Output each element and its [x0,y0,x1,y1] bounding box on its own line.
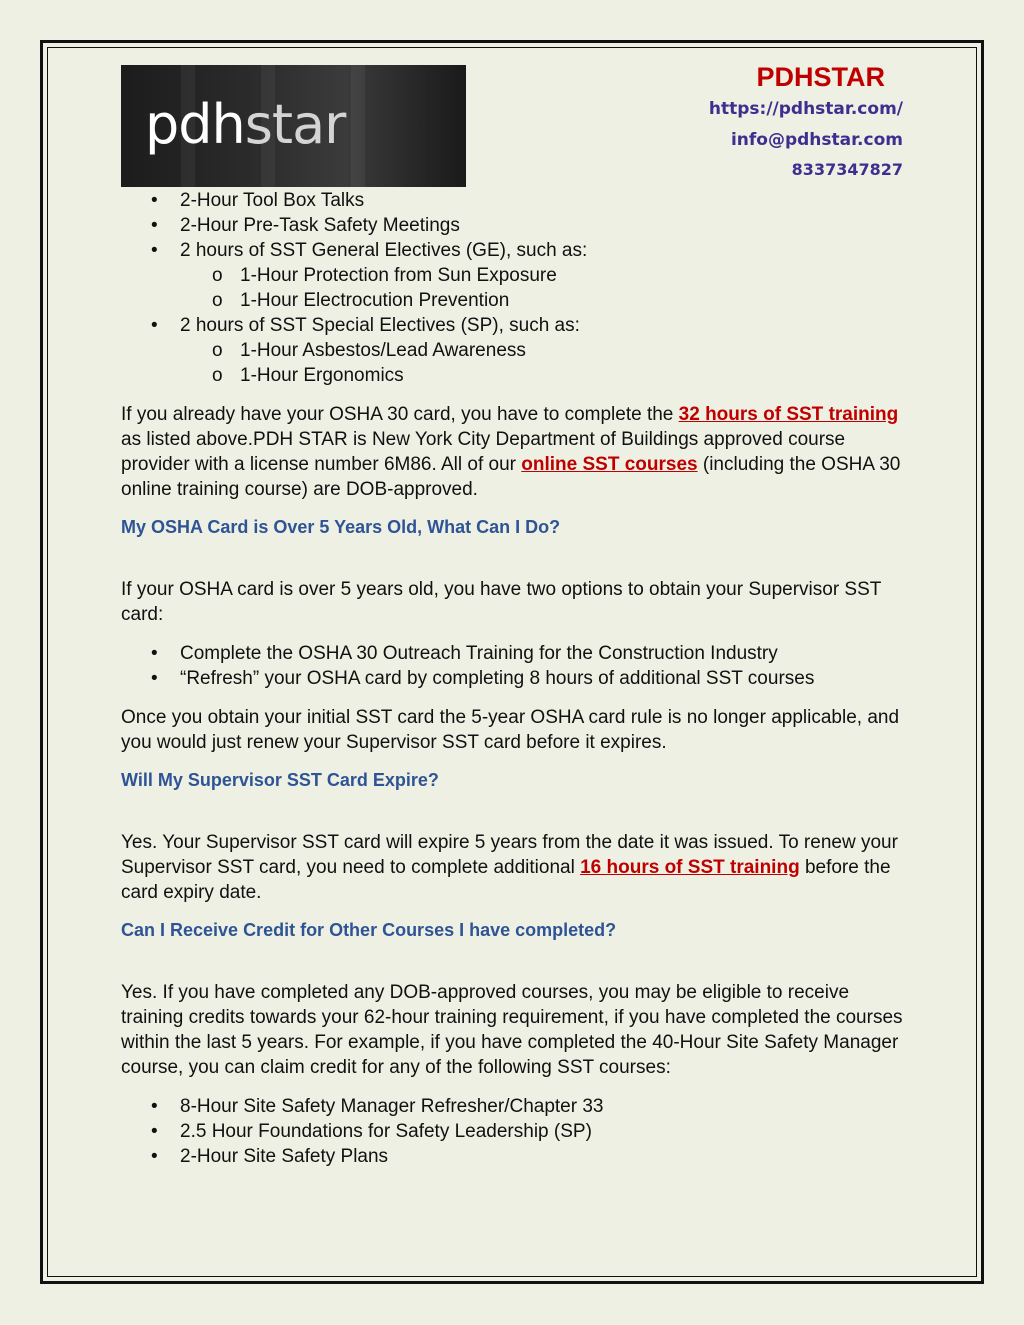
heading-card-expire: Will My Supervisor SST Card Expire? [121,770,439,790]
16-hours-sst-link[interactable]: 16 hours of SST training [580,857,800,878]
32-hours-sst-link[interactable]: 32 hours of SST training [678,404,899,425]
sub-list-item: o 1-Hour Electrocution Prevention [121,288,911,313]
sp-sublist [180,338,911,388]
paragraph-text: before the card expiry date. [121,857,891,903]
list-item-text: 2 hours of SST General Electives (GE), such as: [180,240,588,261]
osha30-paragraph [121,402,911,502]
website-link[interactable]: https://pdhstar.com/ [708,99,903,119]
list-item: • Complete the OSHA 30 Outreach Training for the Construction Industry [121,641,911,666]
paragraph-text: (including the OSHA 30 online training course) are DOB-approved. [121,454,901,500]
expiry-paragraph [121,830,911,905]
renewal-paragraph: Once you obtain your initial SST card the 5-year OSHA card rule is no longer applicable, and you would just renew your Supervisor SST card before it expires. [121,707,900,753]
heading-osha-over-5-years: My OSHA Card is Over 5 Years Old, What Can I Do? [121,517,561,537]
paragraph-text: Yes. Your Supervisor SST card will expire 5 years from the date it was issued. To renew your Supervisor SST card, you need to complete additional [121,832,898,878]
options-paragraph: If your OSHA card is over 5 years old, you have two options to obtain your Supervisor SST card: [121,579,882,625]
credit-courses-list [121,1094,911,1169]
sub-list-item: o 1-Hour Asbestos/Lead Awareness [121,338,911,363]
logo-wordmark [145,95,345,155]
list-item: • 2.5 Hour Foundations for Safety Leadership (SP) [121,1119,911,1144]
document-body [121,188,911,1169]
options-list [121,641,911,691]
sub-list-item: o 1-Hour Ergonomics [121,363,911,388]
pdhstar-logo [121,65,466,187]
online-sst-courses-link[interactable]: online SST courses [521,454,698,475]
credit-paragraph: Yes. If you have completed any DOB-approved courses, you may be eligible to receive training credits towards your 62-hour training requirement, if you have completed the courses within the last 5 years. For example, if you have completed the 40-Hour Site Safety Manager course, you can claim credit for any of the following SST courses: [121,982,903,1078]
list-item-text: 2 hours of SST Special Electives (SP), such as: [180,315,580,336]
logo-text-pdh: pdh [145,93,245,156]
list-item: • 8-Hour Site Safety Manager Refresher/Chapter 33 [121,1094,911,1119]
list-item [121,313,911,388]
list-item: • 2-Hour Site Safety Plans [121,1144,911,1169]
ge-sublist [180,263,911,313]
email-link[interactable]: info@pdhstar.com [730,130,903,150]
list-item: • 2-Hour Pre-Task Safety Meetings [121,213,911,238]
sst-hours-list [121,188,911,388]
brand-name: PDHSTAR [756,62,885,92]
contact-block [709,60,903,184]
sub-list-item: o 1-Hour Protection from Sun Exposure [121,263,911,288]
paragraph-text: as listed above.PDH STAR is New York City Department of Buildings approved course provider with a license number 6M86. All of our [121,429,846,475]
heading-credit-other-courses: Can I Receive Credit for Other Courses I have completed? [121,920,617,940]
list-item: • “Refresh” your OSHA card by completing 8 hours of additional SST courses [121,666,911,691]
logo-text-star: star [244,93,346,156]
phone-number: 8337347827 [791,160,903,179]
list-item [121,238,911,313]
paragraph-text: If you already have your OSHA 30 card, you have to complete the [121,404,679,425]
list-item: • 2-Hour Tool Box Talks [121,188,911,213]
